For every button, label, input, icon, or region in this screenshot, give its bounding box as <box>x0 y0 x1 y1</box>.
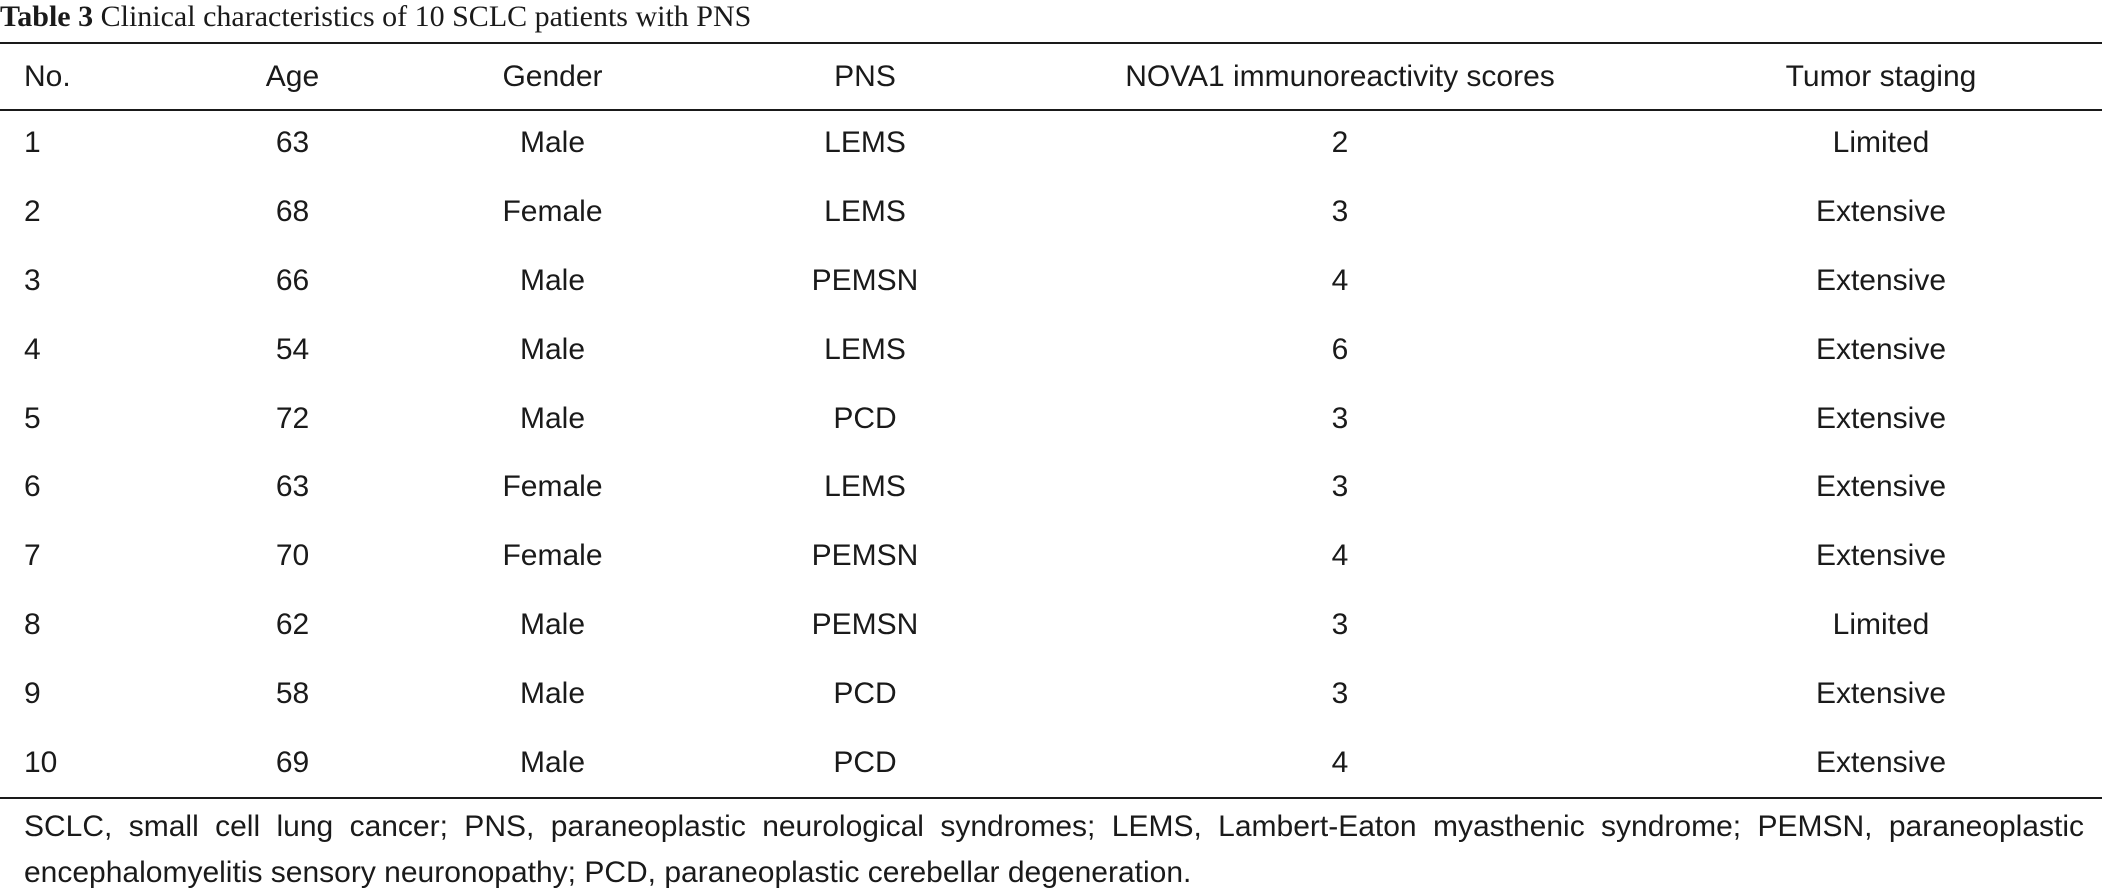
cell-pns: PEMSN <box>811 263 919 297</box>
cell-pns: LEMS <box>824 470 906 504</box>
cell-no: 9 <box>24 676 41 710</box>
cell-no: 5 <box>24 401 41 435</box>
table-row <box>0 453 2102 522</box>
cell-age: 70 <box>275 539 310 573</box>
clinical-characteristics-table <box>0 44 2102 797</box>
cell-gender: Male <box>519 263 586 297</box>
cell-pns: LEMS <box>824 195 906 229</box>
table-footnote: SCLC, small cell lung cancer; PNS, paraneoplastic neurological syndromes; LEMS, Lambert-Eaton myasthenic syndrome; PEMSN, paraneoplastic encephalomyelitis sensory neuronopathy; PCD, paraneoplastic cerebellar degeneration. <box>24 810 2084 889</box>
column-header-pns: PNS <box>834 59 896 93</box>
cell-nova1-score: 3 <box>1331 607 1349 641</box>
cell-gender: Female <box>502 470 603 504</box>
table-caption-label: Table 3 <box>0 0 94 33</box>
column-header-gender: Gender <box>502 59 603 93</box>
cell-gender: Female <box>502 195 603 229</box>
table-body <box>0 109 2102 797</box>
cell-tumor-staging: Limited <box>1832 607 1930 641</box>
cell-no: 3 <box>24 263 41 297</box>
cell-age: 69 <box>275 745 310 779</box>
cell-age: 54 <box>275 332 310 366</box>
table-row <box>0 109 2102 178</box>
cell-tumor-staging: Extensive <box>1815 401 1947 435</box>
cell-gender: Male <box>519 401 586 435</box>
cell-nova1-score: 3 <box>1331 470 1349 504</box>
cell-no: 4 <box>24 332 41 366</box>
cell-pns: PCD <box>833 401 897 435</box>
cell-age: 63 <box>275 470 310 504</box>
cell-no: 1 <box>24 126 41 160</box>
cell-age: 58 <box>275 676 310 710</box>
cell-gender: Male <box>519 332 586 366</box>
cell-no: 7 <box>24 539 41 573</box>
cell-no: 6 <box>24 470 41 504</box>
cell-pns: LEMS <box>824 332 906 366</box>
cell-no: 2 <box>24 195 41 229</box>
cell-tumor-staging: Limited <box>1832 126 1930 160</box>
cell-nova1-score: 4 <box>1331 539 1349 573</box>
cell-nova1-score: 3 <box>1331 676 1349 710</box>
table-row <box>0 178 2102 247</box>
cell-pns: PEMSN <box>811 607 919 641</box>
cell-gender: Male <box>519 126 586 160</box>
table-caption-text: Clinical characteristics of 10 SCLC patients with PNS <box>100 0 752 33</box>
cell-nova1-score: 2 <box>1331 126 1349 160</box>
table-caption <box>0 0 751 34</box>
cell-gender: Male <box>519 607 586 641</box>
table-header-row <box>0 44 2102 109</box>
cell-age: 66 <box>275 263 310 297</box>
cell-pns: PEMSN <box>811 539 919 573</box>
cell-age: 68 <box>275 195 310 229</box>
cell-tumor-staging: Extensive <box>1815 195 1947 229</box>
cell-tumor-staging: Extensive <box>1815 745 1947 779</box>
cell-gender: Male <box>519 676 586 710</box>
cell-pns: PCD <box>833 745 897 779</box>
cell-gender: Female <box>502 539 603 573</box>
cell-nova1-score: 3 <box>1331 195 1349 229</box>
cell-age: 62 <box>275 607 310 641</box>
cell-nova1-score: 6 <box>1331 332 1349 366</box>
cell-gender: Male <box>519 745 586 779</box>
cell-pns: LEMS <box>824 126 906 160</box>
column-header-age: Age <box>265 59 320 93</box>
cell-age: 63 <box>275 126 310 160</box>
column-header-no: No. <box>24 59 71 93</box>
table-row <box>0 384 2102 453</box>
cell-age: 72 <box>275 401 310 435</box>
cell-nova1-score: 4 <box>1331 263 1349 297</box>
table-row <box>0 522 2102 591</box>
cell-nova1-score: 4 <box>1331 745 1349 779</box>
column-header-tumor-staging: Tumor staging <box>1785 59 1977 93</box>
table-row <box>0 247 2102 316</box>
table-row <box>0 659 2102 728</box>
cell-no: 8 <box>24 607 41 641</box>
table-row <box>0 591 2102 660</box>
table-row <box>0 728 2102 797</box>
cell-tumor-staging: Extensive <box>1815 676 1947 710</box>
cell-tumor-staging: Extensive <box>1815 539 1947 573</box>
cell-pns: PCD <box>833 676 897 710</box>
table-bottom-rule <box>0 797 2102 799</box>
cell-tumor-staging: Extensive <box>1815 470 1947 504</box>
cell-tumor-staging: Extensive <box>1815 332 1947 366</box>
cell-no: 10 <box>24 745 58 779</box>
cell-tumor-staging: Extensive <box>1815 263 1947 297</box>
table-row <box>0 315 2102 384</box>
cell-nova1-score: 3 <box>1331 401 1349 435</box>
column-header-nova1-score: NOVA1 immunoreactivity scores <box>1125 59 1555 93</box>
